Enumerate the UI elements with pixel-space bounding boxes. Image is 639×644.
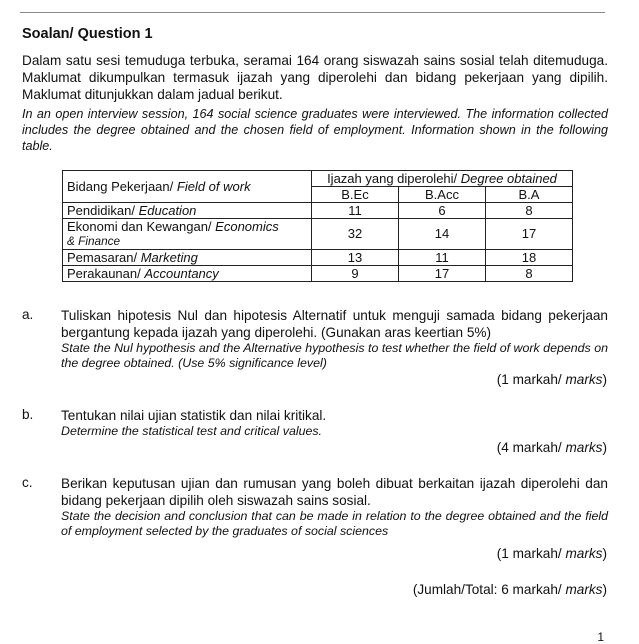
row-label: Perakaunan/ Accountancy: [63, 266, 312, 282]
table-cell: 17: [399, 266, 486, 282]
row-label: Pendidikan/ Education: [63, 203, 312, 219]
table-header-row: [63, 171, 573, 187]
intro-english: In an open interview session, 164 social science graduates were interviewed. The information collected includes the degree obtained and the chosen field of employment. Information shown in the following table.: [22, 107, 608, 153]
table-row-education: [63, 203, 573, 219]
table-cell: 32: [312, 219, 399, 250]
table-cell: 8: [486, 203, 573, 219]
column-group-header: [312, 171, 573, 187]
question-letter: b.: [22, 407, 34, 422]
table-cell: 18: [486, 250, 573, 266]
question-letter: c.: [22, 475, 33, 490]
question-b: [22, 407, 608, 439]
table-row-marketing: [63, 250, 573, 266]
question-text-malay: Tentukan nilai ujian statistik dan nilai kritikal.: [61, 408, 327, 423]
row-label: Pemasaran/ Marketing: [63, 250, 312, 266]
column-group-en: Degree obtained: [460, 170, 557, 186]
column-header-ba: B.A: [486, 187, 573, 203]
column-header-bacc: B.Acc: [399, 187, 486, 203]
marks-label: (1 markah/ marks): [496, 546, 607, 561]
question-text-english: Determine the statistical test and critical values.: [61, 424, 323, 438]
table-cell: 17: [486, 219, 573, 250]
top-rule: [20, 12, 605, 13]
question-text-malay: Berikan keputusan ujian dan rumusan yang boleh dibuat berkaitan ijazah diperolehi dan bidang pekerjaan dipilih oleh siswazah sains sosial.: [61, 476, 608, 508]
table-cell: 11: [312, 203, 399, 219]
intro-malay: Dalam satu sesi temuduga terbuka, seramai 164 orang siswazah sains sosial telah ditemuduga. Maklumat dikumpulkan termasuk ijazah yang diperolehi dan bidang pekerjaan yang dipilih. Maklumat ditunjukkan dalam jadual berikut.: [22, 53, 608, 102]
table-cell: 11: [399, 250, 486, 266]
question-text-english: State the Nul hypothesis and the Alternative hypothesis to test whether the field of work depends on the degree obtained. (Use 5% significance level): [61, 341, 608, 370]
question-letter: a.: [22, 307, 34, 322]
row-header-cell: [63, 171, 312, 203]
row-header-en: Field of work: [176, 178, 251, 194]
table-cell: 9: [312, 266, 399, 282]
total-marks: (Jumlah/Total: 6 markah/ marks): [412, 582, 607, 597]
table-cell: 13: [312, 250, 399, 266]
table-cell: 14: [399, 219, 486, 250]
contingency-table: [62, 170, 573, 282]
page-number: 1: [597, 630, 604, 644]
table-row-economics: [63, 219, 573, 250]
marks-label: (4 markah/ marks): [496, 440, 607, 455]
row-header-ms: Bidang Pekerjaan/: [67, 178, 174, 194]
column-header-bec: B.Ec: [312, 187, 399, 203]
table-cell: 6: [399, 203, 486, 219]
question-text-malay: Tuliskan hipotesis Nul dan hipotesis Alternatif untuk menguji samada bidang pekerjaan bergantung kepada ijazah yang diperolehi. (Gunakan aras keertian 5%): [61, 308, 608, 340]
question-a: [22, 307, 608, 371]
table-row-accountancy: [63, 266, 573, 282]
marks-label: (1 markah/ marks): [496, 372, 607, 387]
question-c: [22, 475, 608, 539]
question-title: Soalan/ Question 1: [22, 26, 153, 42]
column-group-ms: Ijazah yang diperolehi/: [327, 170, 458, 186]
row-label: Ekonomi dan Kewangan/ Economics & Finance: [63, 219, 312, 250]
table-cell: 8: [486, 266, 573, 282]
question-text-english: State the decision and conclusion that can be made in relation to the degree obtained and the field of employment selected by the graduates of social sciences: [61, 509, 608, 538]
